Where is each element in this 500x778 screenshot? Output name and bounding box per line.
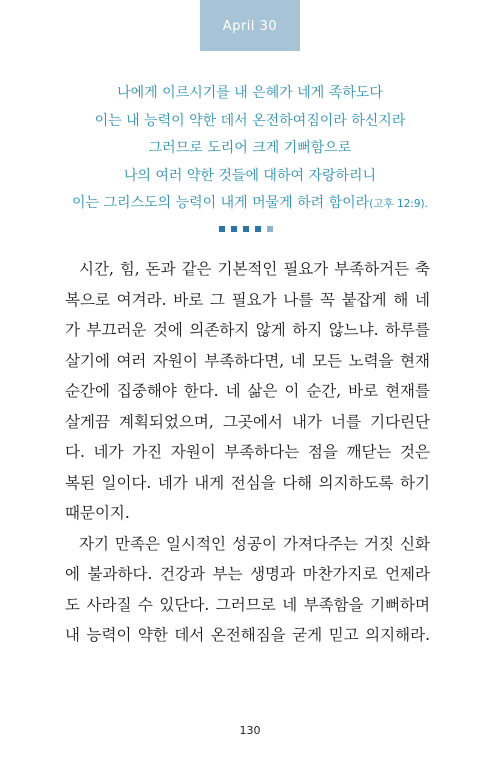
page-number: 130	[239, 724, 261, 737]
body-line: 자기 만족은 일시적인 성공이 가져다주는 거짓 신화	[79, 534, 430, 553]
scripture-verse	[0, 80, 500, 218]
divider-dot	[243, 226, 249, 232]
body-line: 에 불과하다. 건강과 부는 생명과 마찬가지로 언제라	[65, 565, 430, 583]
paragraph-2	[65, 529, 430, 651]
divider-dot	[219, 226, 225, 232]
date-tab	[200, 0, 300, 51]
body-line: 시간, 힘, 돈과 같은 기본적인 필요가 부족하거든 축	[79, 260, 430, 278]
date-label: April 30	[222, 19, 278, 34]
verse-line: 이는 내 능력이 약한 데서 온전하여짐이라 하신지라	[94, 112, 406, 129]
body-line: 때문이지.	[65, 504, 130, 522]
body-line: 복된 일이다. 네가 내게 전심을 다해 의지하도록 하기	[65, 473, 430, 492]
paragraph-1	[65, 254, 430, 529]
devotional-body	[65, 254, 430, 651]
body-line: 다. 네가 가진 자원이 부족하다는 점을 깨닫는 것은	[65, 443, 430, 461]
verse-line: 나의 여러 약한 것들에 대하여 자랑하리니	[123, 167, 377, 184]
body-line: 살게끔 계획되었으며, 그곳에서 내가 너를 기다린단	[65, 412, 430, 431]
verse-line-last	[0, 190, 500, 218]
body-line: 복으로 여겨라. 바로 그 필요가 나를 꼭 붙잡게 해 네	[65, 290, 430, 309]
body-line: 도 사라질 수 있단다. 그러므로 네 부족함을 기뻐하며	[65, 595, 430, 614]
verse-line: 그러므로 도리어 크게 기뻐함으로	[148, 140, 352, 156]
divider-dots	[219, 226, 273, 232]
divider-dot	[231, 226, 237, 232]
verse-line: 나에게 이르시기를 내 은혜가 네게 족하도다	[117, 85, 383, 101]
divider-dot	[255, 226, 261, 232]
body-line: 순간에 집중해야 한다. 네 삶은 이 순간, 바로 현재를	[65, 382, 430, 400]
body-line: 살기에 여러 자원이 부족하다면, 네 모든 노력을 현재	[65, 351, 430, 370]
verse-reference: (고후 12:9).	[369, 198, 428, 210]
verse-line-text: 이는 그리스도의 능력이 내게 머물게 하려 함이라	[72, 195, 370, 211]
body-line: 내 능력이 약한 데서 온전해짐을 굳게 믿고 의지해라.	[65, 626, 430, 644]
divider-dot	[267, 226, 273, 232]
body-line: 가 부끄러운 것에 의존하지 않게 하지 않느냐. 하루를	[65, 321, 430, 339]
